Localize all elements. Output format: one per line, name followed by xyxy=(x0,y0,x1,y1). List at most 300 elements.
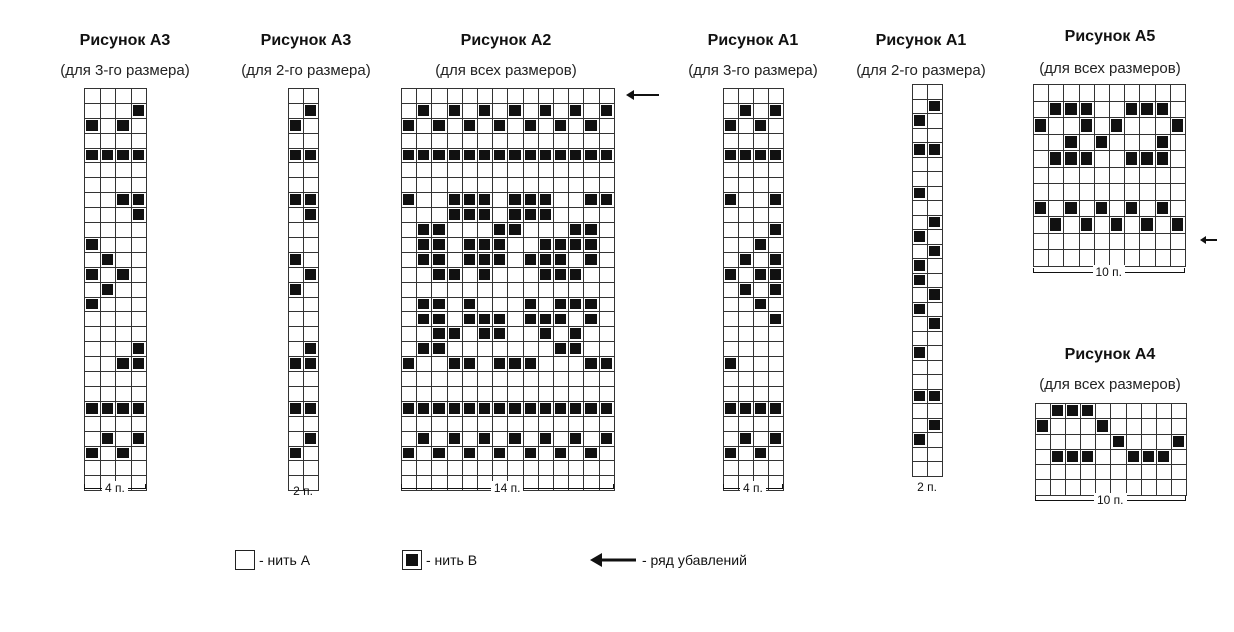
stitch-thread-b xyxy=(583,148,599,164)
stitch-thread-a xyxy=(912,244,928,260)
stitch-thread-a xyxy=(753,177,769,193)
stitch-thread-a xyxy=(599,118,615,134)
stitch-thread-b xyxy=(84,148,101,164)
stitch-thread-b xyxy=(912,113,928,129)
stitch-thread-a xyxy=(447,177,463,193)
stitch-thread-a xyxy=(723,103,739,119)
stitch-thread-b xyxy=(768,431,784,447)
stitch-thread-b xyxy=(738,252,754,268)
stitch-thread-a xyxy=(288,461,304,477)
stitch-thread-a xyxy=(462,386,478,402)
stitch-thread-a xyxy=(1033,183,1049,201)
stitch-thread-a xyxy=(1170,183,1186,201)
stitch-thread-b xyxy=(768,282,784,298)
stitch-thread-a xyxy=(912,171,928,187)
stitch-thread-b xyxy=(131,192,148,208)
stitch-thread-b xyxy=(568,326,584,342)
legend-thread-b xyxy=(402,550,477,570)
stitch-thread-a xyxy=(1033,134,1049,152)
stitch-thread-a xyxy=(599,282,615,298)
stitch-thread-b xyxy=(447,267,463,283)
chart-title-a5-all: Рисунок А5 xyxy=(1064,28,1156,45)
stitch-thread-b xyxy=(447,148,463,164)
stitch-thread-a xyxy=(553,326,569,342)
stitch-thread-a xyxy=(553,461,569,477)
stitch-thread-a xyxy=(738,267,754,283)
stitch-thread-a xyxy=(927,403,943,419)
stitch-thread-b xyxy=(538,237,554,253)
stitch-thread-b xyxy=(477,103,493,119)
stitch-thread-a xyxy=(599,341,615,357)
stitch-thread-b xyxy=(131,431,148,447)
stitch-thread-b xyxy=(523,207,539,223)
stitch-thread-b xyxy=(568,148,584,164)
stitch-thread-b xyxy=(753,446,769,462)
stitch-thread-b xyxy=(568,267,584,283)
stitch-thread-a xyxy=(401,88,417,104)
stitch-thread-a xyxy=(492,133,508,149)
chart-grid-a1-size3 xyxy=(723,88,783,490)
stitch-thread-a xyxy=(507,326,523,342)
stitch-thread-b xyxy=(1080,449,1096,465)
stitch-thread-b xyxy=(492,356,508,372)
stitch-thread-a xyxy=(84,163,101,179)
chart-subtitle-a3-size2: (для 2-го размера) xyxy=(241,62,371,79)
stitch-thread-b xyxy=(507,148,523,164)
stitch-thread-a xyxy=(1094,233,1110,251)
chart-subtitle-a2-all: (для всех размеров) xyxy=(435,62,577,79)
stitch-thread-a xyxy=(447,386,463,402)
stitch-thread-a xyxy=(462,431,478,447)
stitch-thread-a xyxy=(927,302,943,318)
stitch-thread-a xyxy=(431,88,447,104)
stitch-thread-a xyxy=(538,416,554,432)
stitch-thread-b xyxy=(1170,117,1186,135)
stitch-thread-b xyxy=(431,237,447,253)
stitch-thread-b xyxy=(538,312,554,328)
stitch-thread-a xyxy=(768,163,784,179)
stitch-thread-b xyxy=(599,356,615,372)
stitch-thread-b xyxy=(401,148,417,164)
stitch-thread-a xyxy=(1139,134,1155,152)
chart-title-a3-size3: Рисунок А3 xyxy=(79,32,171,49)
stitch-thread-a xyxy=(1094,167,1110,185)
stitch-thread-a xyxy=(1141,434,1157,450)
stitch-thread-a xyxy=(401,177,417,193)
stitch-thread-a xyxy=(1080,434,1096,450)
stitch-thread-b xyxy=(912,186,928,202)
stitch-thread-b xyxy=(599,192,615,208)
stitch-thread-b xyxy=(1063,134,1079,152)
stitch-thread-a xyxy=(753,207,769,223)
stitch-thread-a xyxy=(723,326,739,342)
stitch-thread-a xyxy=(1156,480,1172,496)
stitch-thread-a xyxy=(507,118,523,134)
stitch-thread-b xyxy=(753,297,769,313)
stitch-thread-a xyxy=(507,341,523,357)
stitch-thread-a xyxy=(553,88,569,104)
stitch-thread-a xyxy=(568,282,584,298)
stitch-thread-a xyxy=(1063,167,1079,185)
stitch-thread-b xyxy=(1065,403,1081,419)
stitch-thread-b xyxy=(477,237,493,253)
stitch-thread-b xyxy=(1139,216,1155,234)
stitch-thread-a xyxy=(1095,449,1111,465)
stitch-thread-a xyxy=(599,416,615,432)
stitch-thread-b xyxy=(599,401,615,417)
thread-b-label: - нить В xyxy=(426,552,478,568)
stitch-thread-a xyxy=(447,282,463,298)
stitch-thread-a xyxy=(1109,167,1125,185)
stitch-thread-a xyxy=(553,133,569,149)
stitch-thread-a xyxy=(538,386,554,402)
stitch-thread-a xyxy=(523,341,539,357)
stitch-thread-b xyxy=(1048,216,1064,234)
stitch-thread-a xyxy=(462,461,478,477)
stitch-thread-a xyxy=(538,118,554,134)
stitch-thread-a xyxy=(131,371,148,387)
stitch-thread-b xyxy=(912,258,928,274)
stitch-thread-b xyxy=(462,207,478,223)
stitch-thread-a xyxy=(1124,216,1140,234)
stitch-thread-a xyxy=(1126,434,1142,450)
stitch-thread-a xyxy=(303,326,319,342)
stitch-thread-a xyxy=(288,133,304,149)
stitch-thread-a xyxy=(477,133,493,149)
thread-b-swatch xyxy=(402,550,422,570)
stitch-thread-a xyxy=(912,360,928,376)
stitch-thread-a xyxy=(753,386,769,402)
stitch-thread-a xyxy=(115,431,132,447)
stitch-thread-a xyxy=(1033,84,1049,102)
stitch-thread-b xyxy=(538,148,554,164)
stitch-thread-a xyxy=(1050,464,1066,480)
stitch-thread-a xyxy=(401,326,417,342)
stitch-thread-a xyxy=(131,267,148,283)
stitch-thread-a xyxy=(912,84,928,100)
stitch-thread-a xyxy=(1080,464,1096,480)
stitch-thread-a xyxy=(1171,480,1187,496)
stitch-thread-a xyxy=(553,282,569,298)
stitch-thread-b xyxy=(583,446,599,462)
stitch-thread-a xyxy=(492,267,508,283)
stitch-thread-a xyxy=(553,192,569,208)
stitch-thread-a xyxy=(462,282,478,298)
stitch-thread-b xyxy=(288,118,304,134)
stitch-thread-a xyxy=(912,331,928,347)
stitch-thread-b xyxy=(768,252,784,268)
stitch-thread-b xyxy=(1109,117,1125,135)
stitch-thread-a xyxy=(416,267,432,283)
stitch-thread-a xyxy=(115,326,132,342)
stitch-thread-b xyxy=(599,431,615,447)
stitch-thread-a xyxy=(507,267,523,283)
stitch-thread-a xyxy=(599,386,615,402)
stitch-thread-a xyxy=(288,103,304,119)
stitch-thread-a xyxy=(416,386,432,402)
stitch-thread-a xyxy=(84,192,101,208)
stitch-thread-a xyxy=(507,282,523,298)
stitch-thread-b xyxy=(1155,101,1171,119)
stitch-thread-b xyxy=(768,401,784,417)
stitch-thread-b xyxy=(1171,434,1187,450)
stitch-thread-a xyxy=(568,252,584,268)
stitch-thread-a xyxy=(1094,101,1110,119)
stitch-thread-a xyxy=(115,237,132,253)
stitch-thread-a xyxy=(768,371,784,387)
stitch-thread-a xyxy=(927,186,943,202)
stitch-thread-a xyxy=(401,252,417,268)
stitch-thread-b xyxy=(1109,216,1125,234)
thread-a-swatch xyxy=(235,550,255,570)
stitch-thread-b xyxy=(416,252,432,268)
stitch-thread-a xyxy=(1063,117,1079,135)
stitch-thread-a xyxy=(303,446,319,462)
stitch-thread-a xyxy=(401,431,417,447)
stitch-thread-a xyxy=(723,177,739,193)
stitch-thread-a xyxy=(583,207,599,223)
stitch-thread-a xyxy=(523,371,539,387)
stitch-thread-b xyxy=(492,252,508,268)
stitch-thread-b xyxy=(477,326,493,342)
stitch-thread-a xyxy=(1063,84,1079,102)
stitch-thread-b xyxy=(115,148,132,164)
stitch-thread-a xyxy=(1109,84,1125,102)
stitch-thread-a xyxy=(927,273,943,289)
stitch-thread-a xyxy=(100,312,117,328)
stitch-thread-b xyxy=(115,267,132,283)
stitch-thread-a xyxy=(492,416,508,432)
stitch-thread-a xyxy=(115,312,132,328)
stitch-thread-b xyxy=(100,252,117,268)
stitch-thread-a xyxy=(84,133,101,149)
arrow-left-icon xyxy=(590,552,636,568)
stitch-thread-a xyxy=(507,88,523,104)
chart-grid-a3-size3 xyxy=(84,88,146,490)
stitch-thread-a xyxy=(927,374,943,390)
stitch-thread-b xyxy=(492,326,508,342)
stitch-thread-a xyxy=(738,237,754,253)
stitch-thread-a xyxy=(599,297,615,313)
stitch-thread-a xyxy=(492,177,508,193)
stitch-thread-a xyxy=(100,222,117,238)
chart-subtitle-a3-size3: (для 3-го размера) xyxy=(60,62,190,79)
stitch-thread-a xyxy=(538,341,554,357)
stitch-thread-b xyxy=(100,282,117,298)
stitch-thread-a xyxy=(927,84,943,100)
stitch-thread-b xyxy=(100,401,117,417)
stitch-thread-a xyxy=(131,222,148,238)
stitch-thread-a xyxy=(477,461,493,477)
stitch-thread-b xyxy=(753,401,769,417)
stitch-thread-b xyxy=(462,148,478,164)
stitch-thread-b xyxy=(416,341,432,357)
stitch-thread-a xyxy=(401,237,417,253)
stitch-thread-a xyxy=(768,386,784,402)
stitch-thread-b xyxy=(1155,150,1171,168)
stitch-thread-a xyxy=(723,461,739,477)
stitch-thread-a xyxy=(723,416,739,432)
stitch-thread-a xyxy=(553,431,569,447)
stitch-thread-b xyxy=(1063,150,1079,168)
stitch-thread-a xyxy=(1171,418,1187,434)
stitch-thread-a xyxy=(599,252,615,268)
stitch-thread-b xyxy=(538,252,554,268)
stitch-thread-a xyxy=(1095,464,1111,480)
stitch-thread-b xyxy=(912,229,928,245)
stitch-thread-a xyxy=(1155,183,1171,201)
stitch-thread-a xyxy=(523,326,539,342)
stitch-thread-a xyxy=(1171,403,1187,419)
stitch-thread-a xyxy=(84,371,101,387)
stitch-thread-b xyxy=(927,99,943,115)
stitch-thread-a xyxy=(583,177,599,193)
stitch-thread-a xyxy=(131,237,148,253)
chart-title-a2-all: Рисунок А2 xyxy=(460,32,552,49)
stitch-thread-b xyxy=(912,302,928,318)
stitch-thread-b xyxy=(431,297,447,313)
stitch-thread-a xyxy=(303,222,319,238)
stitch-thread-b xyxy=(768,103,784,119)
stitch-count-a1-size3: 4 п. xyxy=(740,481,766,495)
stitch-thread-a xyxy=(912,128,928,144)
stitch-thread-a xyxy=(1063,249,1079,267)
stitch-thread-a xyxy=(912,316,928,332)
stitch-thread-a xyxy=(100,446,117,462)
stitch-thread-a xyxy=(462,326,478,342)
stitch-thread-a xyxy=(303,386,319,402)
stitch-thread-a xyxy=(723,386,739,402)
stitch-thread-a xyxy=(431,416,447,432)
stitch-thread-a xyxy=(431,386,447,402)
stitch-thread-a xyxy=(1035,464,1051,480)
stitch-thread-b xyxy=(447,401,463,417)
stitch-thread-b xyxy=(303,192,319,208)
stitch-thread-a xyxy=(738,446,754,462)
stitch-thread-b xyxy=(723,267,739,283)
stitch-thread-a xyxy=(927,432,943,448)
stitch-thread-a xyxy=(738,416,754,432)
stitch-thread-a xyxy=(523,416,539,432)
stitch-thread-a xyxy=(538,371,554,387)
stitch-thread-a xyxy=(462,267,478,283)
legend-thread-a xyxy=(235,550,310,570)
stitch-thread-a xyxy=(553,177,569,193)
stitch-thread-a xyxy=(768,177,784,193)
stitch-thread-a xyxy=(599,237,615,253)
stitch-thread-a xyxy=(738,371,754,387)
stitch-thread-a xyxy=(1170,249,1186,267)
stitch-thread-b xyxy=(303,401,319,417)
stitch-thread-a xyxy=(492,103,508,119)
stitch-thread-a xyxy=(523,222,539,238)
stitch-thread-b xyxy=(303,267,319,283)
stitch-thread-a xyxy=(1111,418,1127,434)
stitch-thread-a xyxy=(1065,434,1081,450)
stitch-thread-a xyxy=(288,163,304,179)
stitch-thread-a xyxy=(927,461,943,477)
stitch-thread-a xyxy=(416,461,432,477)
stitch-thread-a xyxy=(1171,464,1187,480)
stitch-thread-a xyxy=(84,88,101,104)
stitch-thread-a xyxy=(303,177,319,193)
stitch-thread-a xyxy=(1155,216,1171,234)
stitch-thread-a xyxy=(1109,200,1125,218)
stitch-thread-b xyxy=(100,148,117,164)
stitch-thread-a xyxy=(927,345,943,361)
stitch-thread-a xyxy=(1065,464,1081,480)
stitch-thread-a xyxy=(100,207,117,223)
stitch-thread-a xyxy=(507,252,523,268)
stitch-thread-a xyxy=(912,215,928,231)
stitch-thread-a xyxy=(738,207,754,223)
stitch-thread-b xyxy=(553,401,569,417)
stitch-thread-b xyxy=(431,341,447,357)
stitch-thread-b xyxy=(1079,216,1095,234)
stitch-thread-b xyxy=(288,282,304,298)
stitch-thread-a xyxy=(723,341,739,357)
stitch-thread-a xyxy=(100,297,117,313)
stitch-thread-a xyxy=(768,88,784,104)
stitch-thread-a xyxy=(523,461,539,477)
stitch-thread-a xyxy=(927,157,943,173)
stitch-thread-a xyxy=(477,118,493,134)
stitch-thread-b xyxy=(477,252,493,268)
stitch-thread-a xyxy=(568,133,584,149)
stitch-thread-a xyxy=(538,297,554,313)
stitch-thread-b xyxy=(523,356,539,372)
stitch-thread-b xyxy=(492,446,508,462)
stitch-thread-a xyxy=(599,88,615,104)
stitch-thread-b xyxy=(568,341,584,357)
stitch-thread-a xyxy=(583,371,599,387)
chart-grid-a3-size2 xyxy=(288,88,318,490)
stitch-thread-a xyxy=(553,163,569,179)
stitch-thread-b xyxy=(538,103,554,119)
stitch-thread-a xyxy=(1124,117,1140,135)
stitch-thread-a xyxy=(583,431,599,447)
stitch-thread-a xyxy=(1141,464,1157,480)
decrease-arrow-a5 xyxy=(1200,234,1218,246)
stitch-thread-b xyxy=(416,431,432,447)
stitch-thread-b xyxy=(738,431,754,447)
stitch-thread-a xyxy=(100,192,117,208)
stitch-thread-a xyxy=(303,163,319,179)
stitch-thread-a xyxy=(753,312,769,328)
stitch-thread-a xyxy=(768,133,784,149)
stitch-thread-a xyxy=(1111,464,1127,480)
chart-title-a4-all: Рисунок А4 xyxy=(1064,346,1156,363)
stitch-thread-a xyxy=(568,163,584,179)
stitch-thread-a xyxy=(1094,249,1110,267)
stitch-thread-a xyxy=(100,326,117,342)
stitch-thread-a xyxy=(1124,134,1140,152)
chart-grid-a5-all xyxy=(1033,84,1185,266)
stitch-thread-a xyxy=(1048,167,1064,185)
stitch-thread-a xyxy=(523,237,539,253)
stitch-thread-a xyxy=(1170,134,1186,152)
stitch-thread-a xyxy=(1141,480,1157,496)
stitch-thread-a xyxy=(583,163,599,179)
stitch-thread-a xyxy=(568,461,584,477)
stitch-thread-b xyxy=(599,103,615,119)
stitch-thread-a xyxy=(538,222,554,238)
stitch-thread-b xyxy=(553,312,569,328)
stitch-thread-a xyxy=(1111,403,1127,419)
stitch-thread-b xyxy=(401,401,417,417)
stitch-thread-b xyxy=(115,401,132,417)
stitch-thread-a xyxy=(131,416,148,432)
